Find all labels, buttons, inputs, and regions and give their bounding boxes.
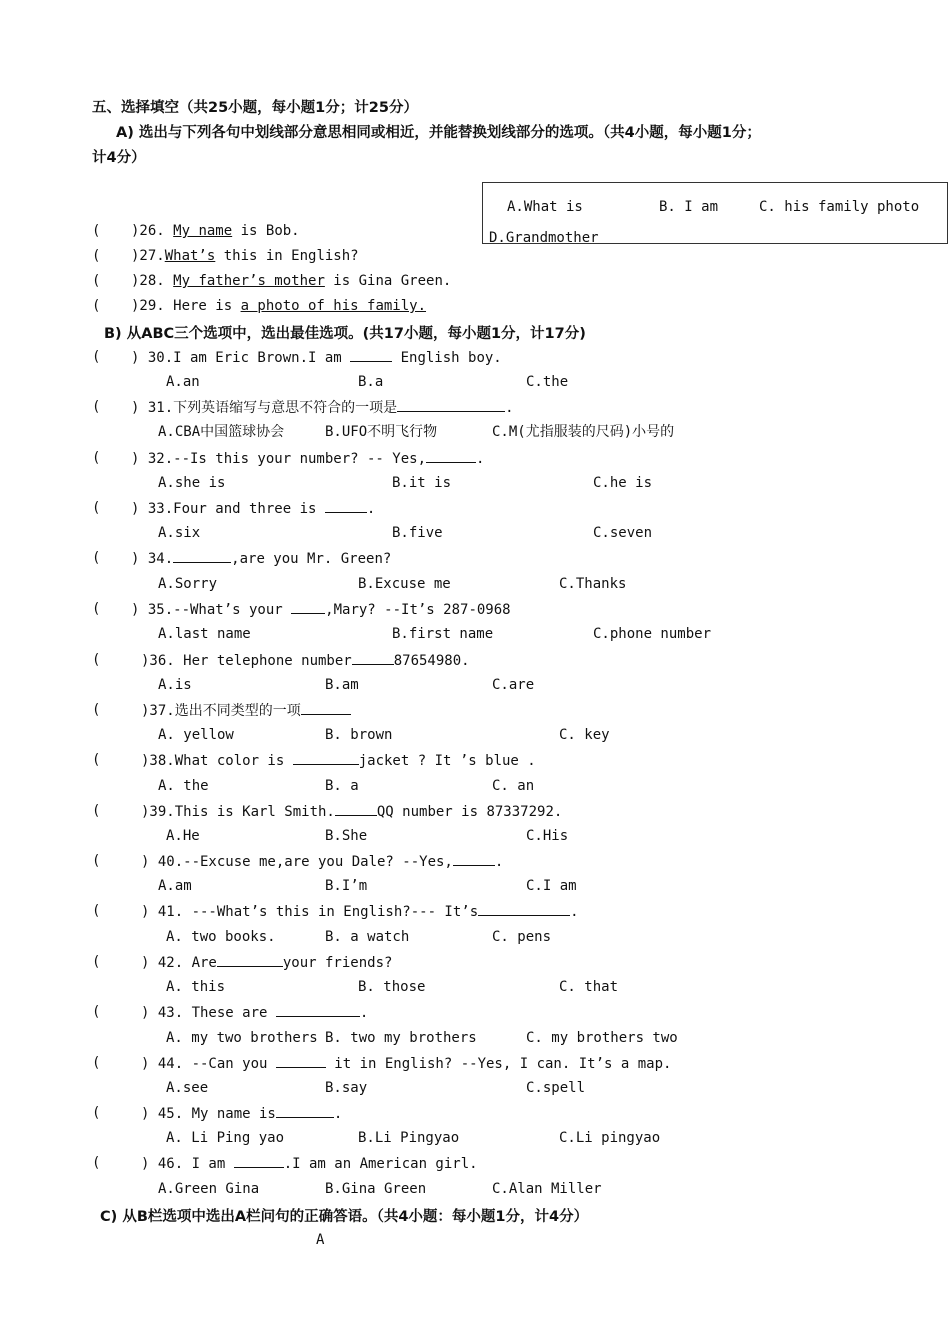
option-c: C.spell: [526, 1080, 586, 1096]
option-a: A. two books.: [166, 929, 276, 945]
option-b: B. two my brothers: [325, 1030, 477, 1046]
answer-paren: (: [92, 273, 101, 289]
underlined-phrase: My name: [173, 223, 233, 239]
option-a: A.Green Gina: [158, 1181, 260, 1197]
option-b: B. those: [358, 979, 426, 995]
option-c: C. that: [559, 979, 619, 995]
answer-paren: (: [92, 601, 101, 617]
option-c: C.M(尤指服装的尺码)小号的: [492, 424, 675, 440]
question-39: )39.This is Karl Smith. QQ number is 87337292.: [141, 804, 563, 820]
answer-paren: (: [92, 752, 101, 768]
question-33: ) 33.Four and three is .: [131, 501, 376, 517]
option-a: A. this: [166, 979, 226, 995]
answer-paren: (: [92, 399, 101, 415]
answer-paren: (: [92, 1105, 101, 1121]
question-41: ) 41. ---What’s this in English?--- It’s .: [141, 904, 579, 920]
option-b: B.Gina Green: [325, 1181, 427, 1197]
question-45: ) 45. My name is .: [141, 1106, 343, 1122]
option-c: C.Alan Miller: [492, 1181, 602, 1197]
option-a: A.last name: [158, 626, 251, 642]
part-c-instruction: C) 从B栏选项中选出A栏问句的正确答语。（共4小题：每小题1分，计4分）: [100, 1209, 589, 1225]
answer-blank: [397, 398, 505, 412]
underlined-phrase: My father’s mother: [173, 273, 325, 289]
option-a: A.see: [166, 1080, 209, 1096]
option-a: A. Li Ping yao: [166, 1130, 285, 1146]
option-a: A. the: [158, 778, 209, 794]
option-c: C. pens: [492, 929, 552, 945]
answer-paren: (: [92, 1055, 101, 1071]
answer-paren: (: [92, 223, 101, 239]
question-37: )37.选出不同类型的一项: [141, 701, 351, 720]
question-36: )36. Her telephone number 87654980.: [141, 653, 470, 669]
option-c: C.seven: [593, 525, 653, 541]
answer-blank: [234, 1154, 284, 1168]
option-a: A. my two brothers: [166, 1030, 318, 1046]
option-c: C. my brothers two: [526, 1030, 678, 1046]
answer-paren: (: [92, 349, 101, 365]
option-c: C.are: [492, 677, 535, 693]
answer-paren: (: [92, 550, 101, 566]
part-a-instruction: A) 选出与下列各句中划线部分意思相同或相近，并能替换划线部分的选项。（共4小题，每小题1分；: [116, 125, 761, 141]
box-option-a: A.What is: [507, 199, 583, 215]
option-a: A.is: [158, 677, 192, 693]
answer-paren: (: [92, 500, 101, 516]
underlined-phrase: a photo of his family.: [240, 298, 427, 314]
option-a: A.an: [166, 374, 200, 390]
question-29: )29. Here is a photo of his family.: [131, 298, 427, 314]
question-40: ) 40.--Excuse me,are you Dale? --Yes, .: [141, 854, 504, 870]
option-c: C.he is: [593, 475, 653, 491]
question-38: )38.What color is jacket ? It ’s blue .: [141, 753, 536, 769]
question-35: ) 35.--What’s your ,Mary? --It’s 287-0968: [131, 602, 511, 618]
underlined-phrase: What’s: [164, 248, 216, 264]
option-b: B.first name: [392, 626, 494, 642]
option-c: C.Thanks: [559, 576, 627, 592]
option-c: C.Li pingyao: [559, 1130, 661, 1146]
part-b-instruction: B) 从ABC三个选项中，选出最佳选项。(共17小题，每小题1分，计17分): [104, 326, 586, 342]
option-b: B. a watch: [325, 929, 410, 945]
answer-paren: (: [92, 903, 101, 919]
answer-paren: (: [92, 1155, 101, 1171]
option-b: B.it is: [392, 475, 452, 491]
answer-blank: [478, 902, 570, 916]
option-b: B.Li Pingyao: [358, 1130, 460, 1146]
answer-paren: (: [92, 954, 101, 970]
option-b: B.five: [392, 525, 443, 541]
column-a-label: A: [316, 1232, 325, 1248]
answer-paren: (: [92, 702, 101, 718]
option-c: C. key: [559, 727, 610, 743]
answer-blank: [217, 953, 283, 967]
option-b: B.I’m: [325, 878, 368, 894]
section-title: 五、选择填空（共25小题，每小题1分；计25分）: [92, 100, 418, 116]
question-31: ) 31.下列英语缩写与意思不符合的一项是 .: [131, 400, 514, 416]
answer-paren: (: [92, 450, 101, 466]
option-b: B.say: [325, 1080, 368, 1096]
option-b: B.She: [325, 828, 368, 844]
question-30: ) 30.I am Eric Brown.I am English boy.: [131, 350, 502, 366]
question-44: ) 44. --Can you it in English? --Yes, I can. It’s a map.: [141, 1056, 672, 1072]
answer-blank: [453, 852, 495, 866]
answer-blank: [276, 1054, 326, 1068]
answer-blank: [293, 751, 359, 765]
option-c: C.the: [526, 374, 569, 390]
question-46: ) 46. I am .I am an American girl.: [141, 1156, 478, 1172]
option-b: B.Excuse me: [358, 576, 451, 592]
option-c: C.I am: [526, 878, 577, 894]
answer-blank: [276, 1003, 360, 1017]
option-c: C.phone number: [593, 626, 712, 642]
answer-paren: (: [92, 853, 101, 869]
option-b: B.am: [325, 677, 359, 693]
option-b: B.a: [358, 374, 384, 390]
answer-blank: [426, 449, 476, 463]
answer-blank: [352, 651, 394, 665]
question-43: ) 43. These are .: [141, 1005, 369, 1021]
answer-paren: (: [92, 1004, 101, 1020]
part-a-instruction-cont: 计4分）: [92, 150, 146, 166]
option-c: C. an: [492, 778, 535, 794]
option-b: B. a: [325, 778, 359, 794]
answer-blank: [325, 499, 367, 513]
answer-paren: (: [92, 298, 101, 314]
question-26: )26. My name is Bob.: [131, 223, 300, 239]
answer-blank: [173, 549, 231, 563]
box-option-d: D.Grandmother: [489, 230, 599, 246]
question-34: ) 34. ,are you Mr. Green?: [131, 551, 392, 567]
box-option-c: C. his family photo: [759, 199, 920, 215]
options-box: [482, 182, 948, 244]
question-42: ) 42. Are your friends?: [141, 955, 393, 971]
option-a: A. yellow: [158, 727, 234, 743]
option-a: A.CBA中国篮球协会: [158, 424, 285, 440]
option-a: A.she is: [158, 475, 226, 491]
question-27: )27.What’s this in English?: [131, 248, 359, 264]
answer-paren: (: [92, 803, 101, 819]
answer-blank: [276, 1104, 334, 1118]
answer-blank: [350, 348, 392, 362]
option-a: A.He: [166, 828, 200, 844]
option-c: C.His: [526, 828, 569, 844]
option-a: A.Sorry: [158, 576, 218, 592]
box-option-b: B. I am: [659, 199, 719, 215]
answer-paren: (: [92, 652, 101, 668]
option-b: B.UFO不明飞行物: [325, 424, 438, 440]
question-28: )28. My father’s mother is Gina Green.: [131, 273, 452, 289]
question-32: ) 32.--Is this your number? -- Yes, .: [131, 451, 485, 467]
answer-blank: [291, 600, 325, 614]
answer-paren: (: [92, 248, 101, 264]
answer-blank: [335, 802, 377, 816]
answer-blank: [301, 701, 351, 715]
option-b: B. brown: [325, 727, 393, 743]
option-a: A.am: [158, 878, 192, 894]
option-a: A.six: [158, 525, 201, 541]
